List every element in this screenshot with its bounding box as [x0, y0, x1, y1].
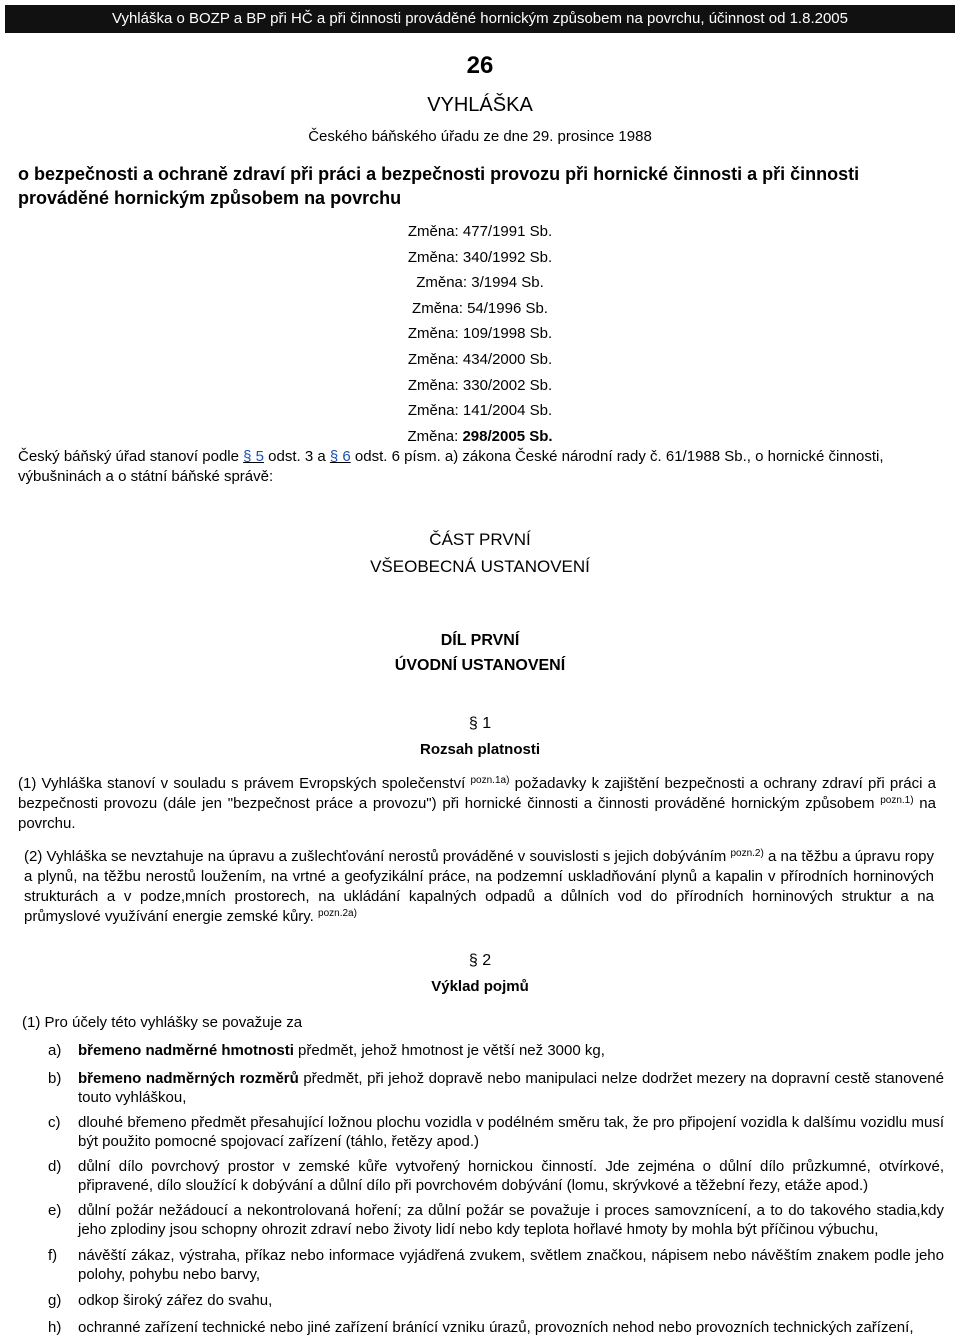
section-6-link[interactable]: § 6	[329, 448, 351, 465]
section-1-heading: Rozsah platnosti	[419, 741, 540, 758]
footnote-ref: pozn.1a)	[470, 775, 510, 786]
definition-item: e) důlní požár nežádoucí a nekontrolovaná hoření; za důlní požár se považuje i proces samovznícení, a to do takového stadia,kdy jeho zplodiny jsou schopny ohrozit zdraví nebo životy lidí nebo kdy teplota hořlavé hmoty by mohla být příčinou výbuchu,	[48, 1202, 944, 1238]
footnote-ref: pozn.1)	[880, 795, 914, 806]
amendment-item: Změna: 434/2000 Sb.	[407, 350, 553, 368]
definition-item: c) dlouhé břemeno předmět přesahující ložnou plochu vozidla v podélném směru tak, že pro připojení vozidla k dalšímu vozidlu musí být použito pomocné spojovací zařízení (táhlo, řetězy apod.)	[48, 1114, 944, 1150]
section-2-heading: Výklad pojmů	[431, 978, 529, 995]
document-type: VYHLÁŠKA	[427, 94, 533, 116]
definition-item: d) důlní dílo povrchový prostor v zemské kůře vytvořený hornickou činností. Jde zejména o důlní dílo průzkumné, otvírkové, připravené, dílo sloužící k dobývání a důlní dílo při povrchovém dobývání (lomu, skrývkové a těžební řezy, etáže apod.)	[48, 1158, 944, 1194]
amendment-item: Změna: 340/1992 Sb.	[407, 248, 553, 266]
document-number: 26	[466, 52, 494, 79]
amendment-item: Změna: 3/1994 Sb.	[416, 274, 544, 292]
amendment-list	[0, 219, 960, 449]
amendment-item: Změna: 477/1991 Sb.	[407, 223, 553, 240]
footnote-ref: pozn.2)	[730, 848, 764, 859]
definition-item: b) břemeno nadměrných rozměrů předmět, při jehož dopravě nebo manipulaci nelze dodržet mezery na dopravní cestě stanovené touto vyhláškou,	[48, 1070, 944, 1106]
document-title: o bezpečnosti a ochraně zdraví při práci a bezpečnosti provozu při hornické činnosti a při činnosti prováděné hornickým způsobem na povrchu	[18, 164, 860, 208]
section-2-sign: § 2	[468, 952, 492, 969]
amendment-item: Změna: 330/2002 Sb.	[407, 376, 553, 394]
division-label: DÍL PRVNÍ	[440, 632, 520, 649]
section-1-sign: § 1	[468, 715, 492, 732]
amendment-item: Změna: 298/2005 Sb.	[407, 427, 553, 445]
definition-item: a) břemeno nadměrné hmotnosti předmět, jehož hmotnost je větší než 3000 kg,	[48, 1042, 605, 1059]
amendment-item: Změna: 54/1996 Sb.	[412, 299, 548, 317]
definition-item: h) ochranné zařízení technické nebo jiné zařízení bránící vzniku úrazů, provozních nehod nebo provozních technických zařízení,	[48, 1319, 914, 1336]
part-label: ČÁST PRVNÍ	[429, 530, 531, 549]
part-name: VŠEOBECNÁ USTANOVENÍ	[370, 557, 590, 576]
definition-item: g) odkop široký zářez do svahu,	[48, 1292, 273, 1309]
definition-item: f) návěští zákaz, výstraha, příkaz nebo informace vyjádřená zvukem, světlem značkou, nápisem nebo návěštím znakem podle jeho polohy, pohybu nebo barvy,	[48, 1247, 944, 1283]
preamble: Český báňský úřad stanoví podle § 5 odst. 3 a § 6 odst. 6 písm. a) zákona České národní rady č. 61/1988 Sb., o hornické činnosti, výbušninách a o státní báňské správě:	[18, 448, 884, 485]
document-subtitle: Českého báňského úřadu ze dne 29. prosince 1988	[308, 128, 652, 145]
footnote-ref: pozn.2a)	[318, 908, 357, 919]
division-name: ÚVODNÍ USTANOVENÍ	[394, 657, 566, 674]
document-header	[5, 5, 955, 33]
section-1-paragraph-1: (1) Vyhláška stanoví v souladu s právem Evropských společenství $^{pozn.1a)}$ požadavky k zajištění bezpečnosti a ochrany zdraví při práci a bezpečnosti provozu (dále jen "bezpečnost práce a provozu") při hornické činnosti a činnosti prováděné hornickým způsobem $^{pozn.1)}$ na povrchu.	[18, 775, 937, 832]
header-title: Vyhláška o BOZP a BP při HČ a při činnosti prováděné hornickým způsobem na povrchu, účinnost od 1.8.2005	[112, 10, 848, 27]
section-2-intro: (1) Pro účely této vyhlášky se považuje za	[22, 1014, 303, 1031]
amendment-item: Změna: 141/2004 Sb.	[407, 402, 553, 420]
amendment-item: Změna: 109/1998 Sb.	[407, 325, 553, 343]
section-1-paragraph-2: (2) Vyhláška se nevztahuje na úpravu a zušlechťování nerostů prováděné v souvislosti s jejich dobýváním $^{pozn.2)}$ a na těžbu a úpravu ropy a plynů, na těžbu nerostů loužením, na vrtné a geofyzikální práce, na podzemní uskladňování plynů a kapalin v přírodních horninových strukturách a v podze,mních prostorech, na ukládání kapalných odpadů a důlních vod do přírodních horninových struktur a na průmyslové využívání energie zemské kůry. $^{pozn.2a)}$	[24, 848, 934, 925]
section-5-link[interactable]: § 5	[243, 448, 264, 465]
